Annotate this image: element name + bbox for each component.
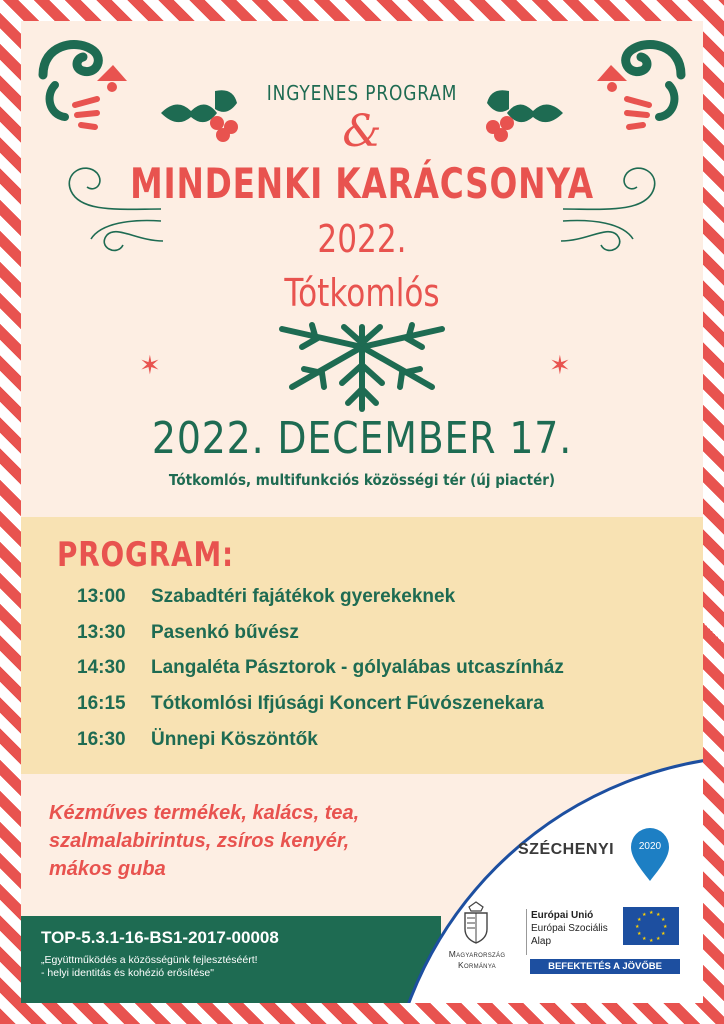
- program-time: 13:00: [77, 586, 126, 607]
- program-item: [77, 657, 564, 679]
- food-line: mákos guba: [49, 858, 166, 880]
- coat-of-arms-icon: [459, 901, 493, 945]
- poster: [21, 21, 703, 1003]
- ampersand-ornament: &: [342, 106, 382, 157]
- event-date: 2022. DECEMBER 17.: [151, 413, 573, 464]
- left-star-icon: ✶: [139, 351, 161, 381]
- event-year: 2022.: [317, 217, 407, 261]
- program-item: [77, 622, 299, 644]
- svg-text:★: ★: [661, 931, 666, 937]
- svg-text:★: ★: [661, 917, 666, 923]
- program-label: Szabadtéri fajátékok gyerekeknek: [151, 586, 456, 607]
- right-star-icon: ✶: [549, 351, 571, 381]
- program-item: [77, 693, 544, 715]
- program-label: Langaléta Pásztorok - gólyalábas utcaszínház: [151, 657, 564, 678]
- food-line: Kézműves termékek, kalács, tea,: [49, 802, 360, 824]
- program-time: 16:30: [77, 729, 126, 750]
- program-item: [77, 586, 455, 608]
- project-description: [41, 954, 258, 980]
- svg-text:★: ★: [656, 936, 661, 942]
- program-label: Pasenkó bűvész: [151, 622, 299, 643]
- project-line: „Együttműködés a közösségünk fejlesztéséért!: [41, 954, 258, 966]
- government-line: Magyarország: [448, 949, 506, 959]
- eu-line: Európai Szociális: [531, 923, 608, 934]
- project-id-bar: [21, 916, 441, 1003]
- event-town: Tótkomlós: [284, 271, 440, 315]
- svg-text:★: ★: [663, 924, 668, 930]
- program-label: Tótkomlósi Ifjúsági Koncert Fúvószenekara: [151, 693, 544, 714]
- food-offer-text: [49, 799, 429, 883]
- snowflake-icon: [272, 317, 452, 417]
- eu-line: Európai Unió: [531, 910, 594, 921]
- eu-line: Alap: [531, 936, 552, 947]
- program-time: 13:30: [77, 622, 126, 643]
- szechenyi-2020-pin-icon: [629, 827, 671, 883]
- svg-text:★: ★: [635, 924, 640, 930]
- eu-flag-icon: [623, 907, 679, 945]
- free-program-subtitle: INGYENES PROGRAM: [266, 81, 458, 105]
- project-code: TOP-5.3.1-16-BS1-2017-00008: [41, 928, 279, 947]
- project-line: - helyi identitás és kohézió erősítése": [41, 967, 214, 979]
- svg-text:★: ★: [637, 931, 642, 937]
- food-line: szalmalabirintus, zsíros kenyér,: [49, 830, 350, 852]
- svg-text:★: ★: [649, 938, 654, 944]
- event-title: MINDENKI KARÁCSONYA: [130, 159, 594, 208]
- svg-text:★: ★: [637, 917, 642, 923]
- program-time: 14:30: [77, 657, 126, 678]
- eu-label: [531, 909, 608, 948]
- program-item: [77, 729, 318, 751]
- divider: [526, 909, 527, 955]
- government-line: Kormánya: [458, 960, 496, 970]
- program-time: 16:15: [77, 693, 126, 714]
- program-label: Ünnepi Köszöntők: [151, 729, 318, 750]
- government-label: [435, 949, 519, 971]
- svg-text:★: ★: [649, 910, 654, 916]
- svg-text:★: ★: [642, 936, 647, 942]
- eu-slogan: BEFEKTETÉS A JÖVŐBE: [530, 959, 680, 974]
- szechenyi-label: SZÉCHENYI: [518, 841, 615, 858]
- svg-text:★: ★: [642, 912, 647, 918]
- szechenyi-year: 2020: [638, 841, 662, 852]
- event-location: Tótkomlós, multifunkciós közösségi tér (új piactér): [168, 471, 556, 489]
- svg-text:★: ★: [656, 912, 661, 918]
- program-title: PROGRAM:: [57, 535, 234, 575]
